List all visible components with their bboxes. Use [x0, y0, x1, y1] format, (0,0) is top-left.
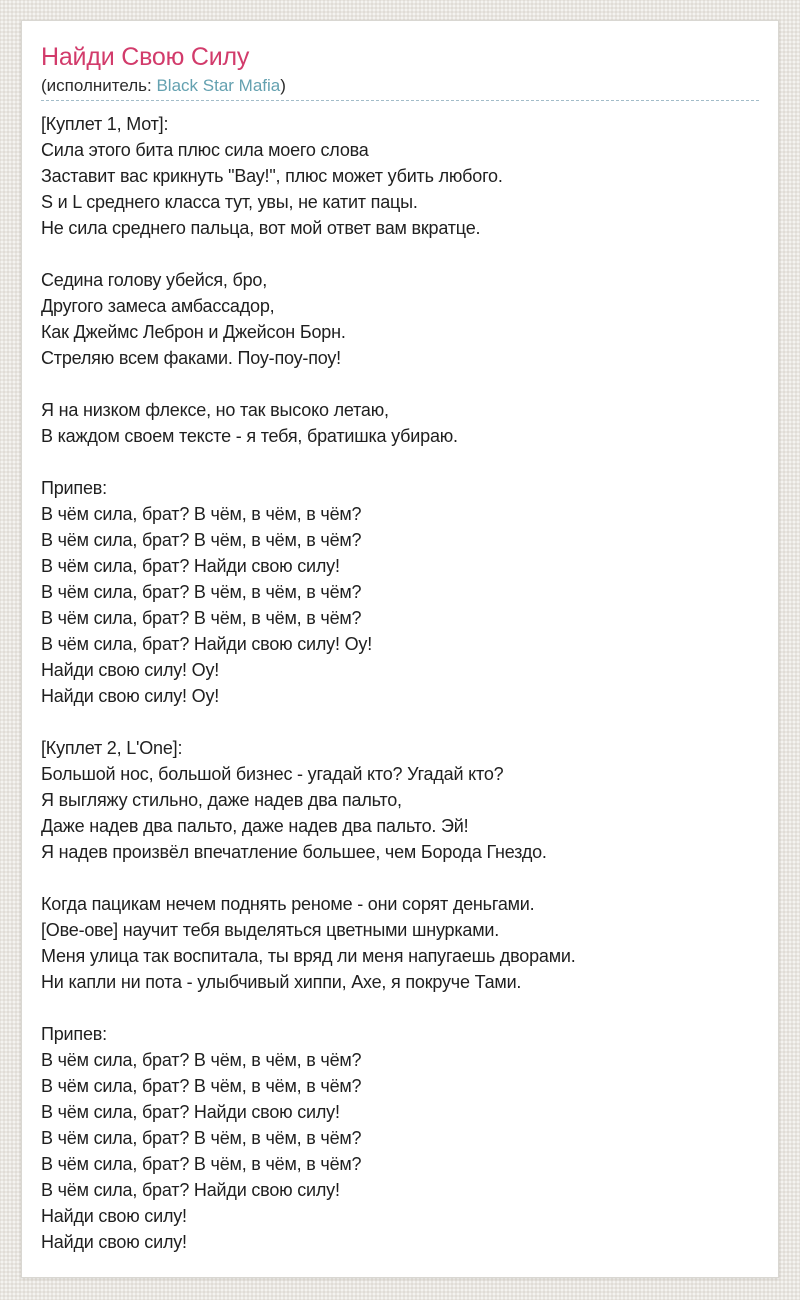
artist-link[interactable]: Black Star Mafia [156, 76, 281, 95]
lyrics-text [41, 111, 759, 1255]
lyric-line: В каждом своем тексте - я тебя, братишка убираю. [41, 426, 458, 446]
lyric-line: Я надев произвёл впечатление большее, чем Борода Гнездо. [41, 842, 547, 862]
artist-line [41, 76, 759, 96]
lyric-line: Большой нос, большой бизнес - угадай кто? Угадай кто? [41, 764, 504, 784]
lyrics-card [21, 20, 779, 1278]
lyric-line: Найди свою силу! Оу! [41, 686, 220, 706]
lyric-line: Найди свою силу! Оу! [41, 660, 220, 680]
lyric-line: Я на низком флексе, но так высоко летаю, [41, 400, 389, 420]
lyric-line: В чём сила, брат? Найди свою силу! [41, 556, 340, 576]
lyric-line: [Куплет 2, L'One]: [41, 738, 183, 758]
lyric-line: Сила этого бита плюс сила моего слова [41, 140, 369, 160]
lyric-line [41, 241, 759, 267]
lyric-line: В чём сила, брат? В чём, в чём, в чём? [41, 1076, 362, 1096]
lyric-line: В чём сила, брат? В чём, в чём, в чём? [41, 1154, 362, 1174]
lyric-line: Заставит вас крикнуть "Вау!", плюс может убить любого. [41, 166, 503, 186]
lyric-line: В чём сила, брат? В чём, в чём, в чём? [41, 582, 362, 602]
lyric-line: В чём сила, брат? Найди свою силу! [41, 1102, 340, 1122]
lyric-line: В чём сила, брат? Найди свою силу! Оу! [41, 634, 372, 654]
lyric-line: Стреляю всем факами. Поу-поу-поу! [41, 348, 341, 368]
lyric-line: В чём сила, брат? В чём, в чём, в чём? [41, 1128, 362, 1148]
lyric-line: Найди свою силу! [41, 1232, 187, 1252]
lyric-line [41, 449, 759, 475]
lyric-line [41, 995, 759, 1021]
lyric-line: Я выгляжу стильно, даже надев два пальто, [41, 790, 402, 810]
lyric-line: [Куплет 1, Мот]: [41, 114, 169, 134]
lyric-line: Даже надев два пальто, даже надев два пальто. Эй! [41, 816, 469, 836]
artist-label-suffix: ) [280, 76, 286, 95]
artist-label-prefix: (исполнитель: [41, 76, 157, 95]
song-header [41, 45, 759, 101]
lyric-line [41, 709, 759, 735]
lyric-line: Припев: [41, 1024, 107, 1044]
lyric-line [41, 371, 759, 397]
lyric-line: Меня улица так воспитала, ты вряд ли меня напугаешь дворами. [41, 946, 576, 966]
lyric-line: Другого замеса амбассадор, [41, 296, 275, 316]
lyric-line: В чём сила, брат? В чём, в чём, в чём? [41, 1050, 362, 1070]
lyric-line: Припев: [41, 478, 107, 498]
lyric-line: [Ове-ове] научит тебя выделяться цветными шнурками. [41, 920, 500, 940]
lyric-line: Найди свою силу! [41, 1206, 187, 1226]
lyric-line: В чём сила, брат? В чём, в чём, в чём? [41, 504, 362, 524]
lyric-line: Седина голову убейся, бро, [41, 270, 268, 290]
lyric-line: Как Джеймс Леброн и Джейсон Борн. [41, 322, 346, 342]
lyric-line: S и L среднего класса тут, увы, не катит пацы. [41, 192, 418, 212]
lyric-line: В чём сила, брат? В чём, в чём, в чём? [41, 608, 362, 628]
lyric-line: В чём сила, брат? Найди свою силу! [41, 1180, 340, 1200]
lyric-line [41, 865, 759, 891]
lyric-line: Не сила среднего пальца, вот мой ответ вам вкратце. [41, 218, 481, 238]
page-title: Найди Свою Силу [41, 43, 250, 71]
lyric-line: Ни капли ни пота - улыбчивый хиппи, Ахе, я покруче Тами. [41, 972, 522, 992]
lyric-line: В чём сила, брат? В чём, в чём, в чём? [41, 530, 362, 550]
lyric-line: Когда пацикам нечем поднять реноме - они сорят деньгами. [41, 894, 535, 914]
